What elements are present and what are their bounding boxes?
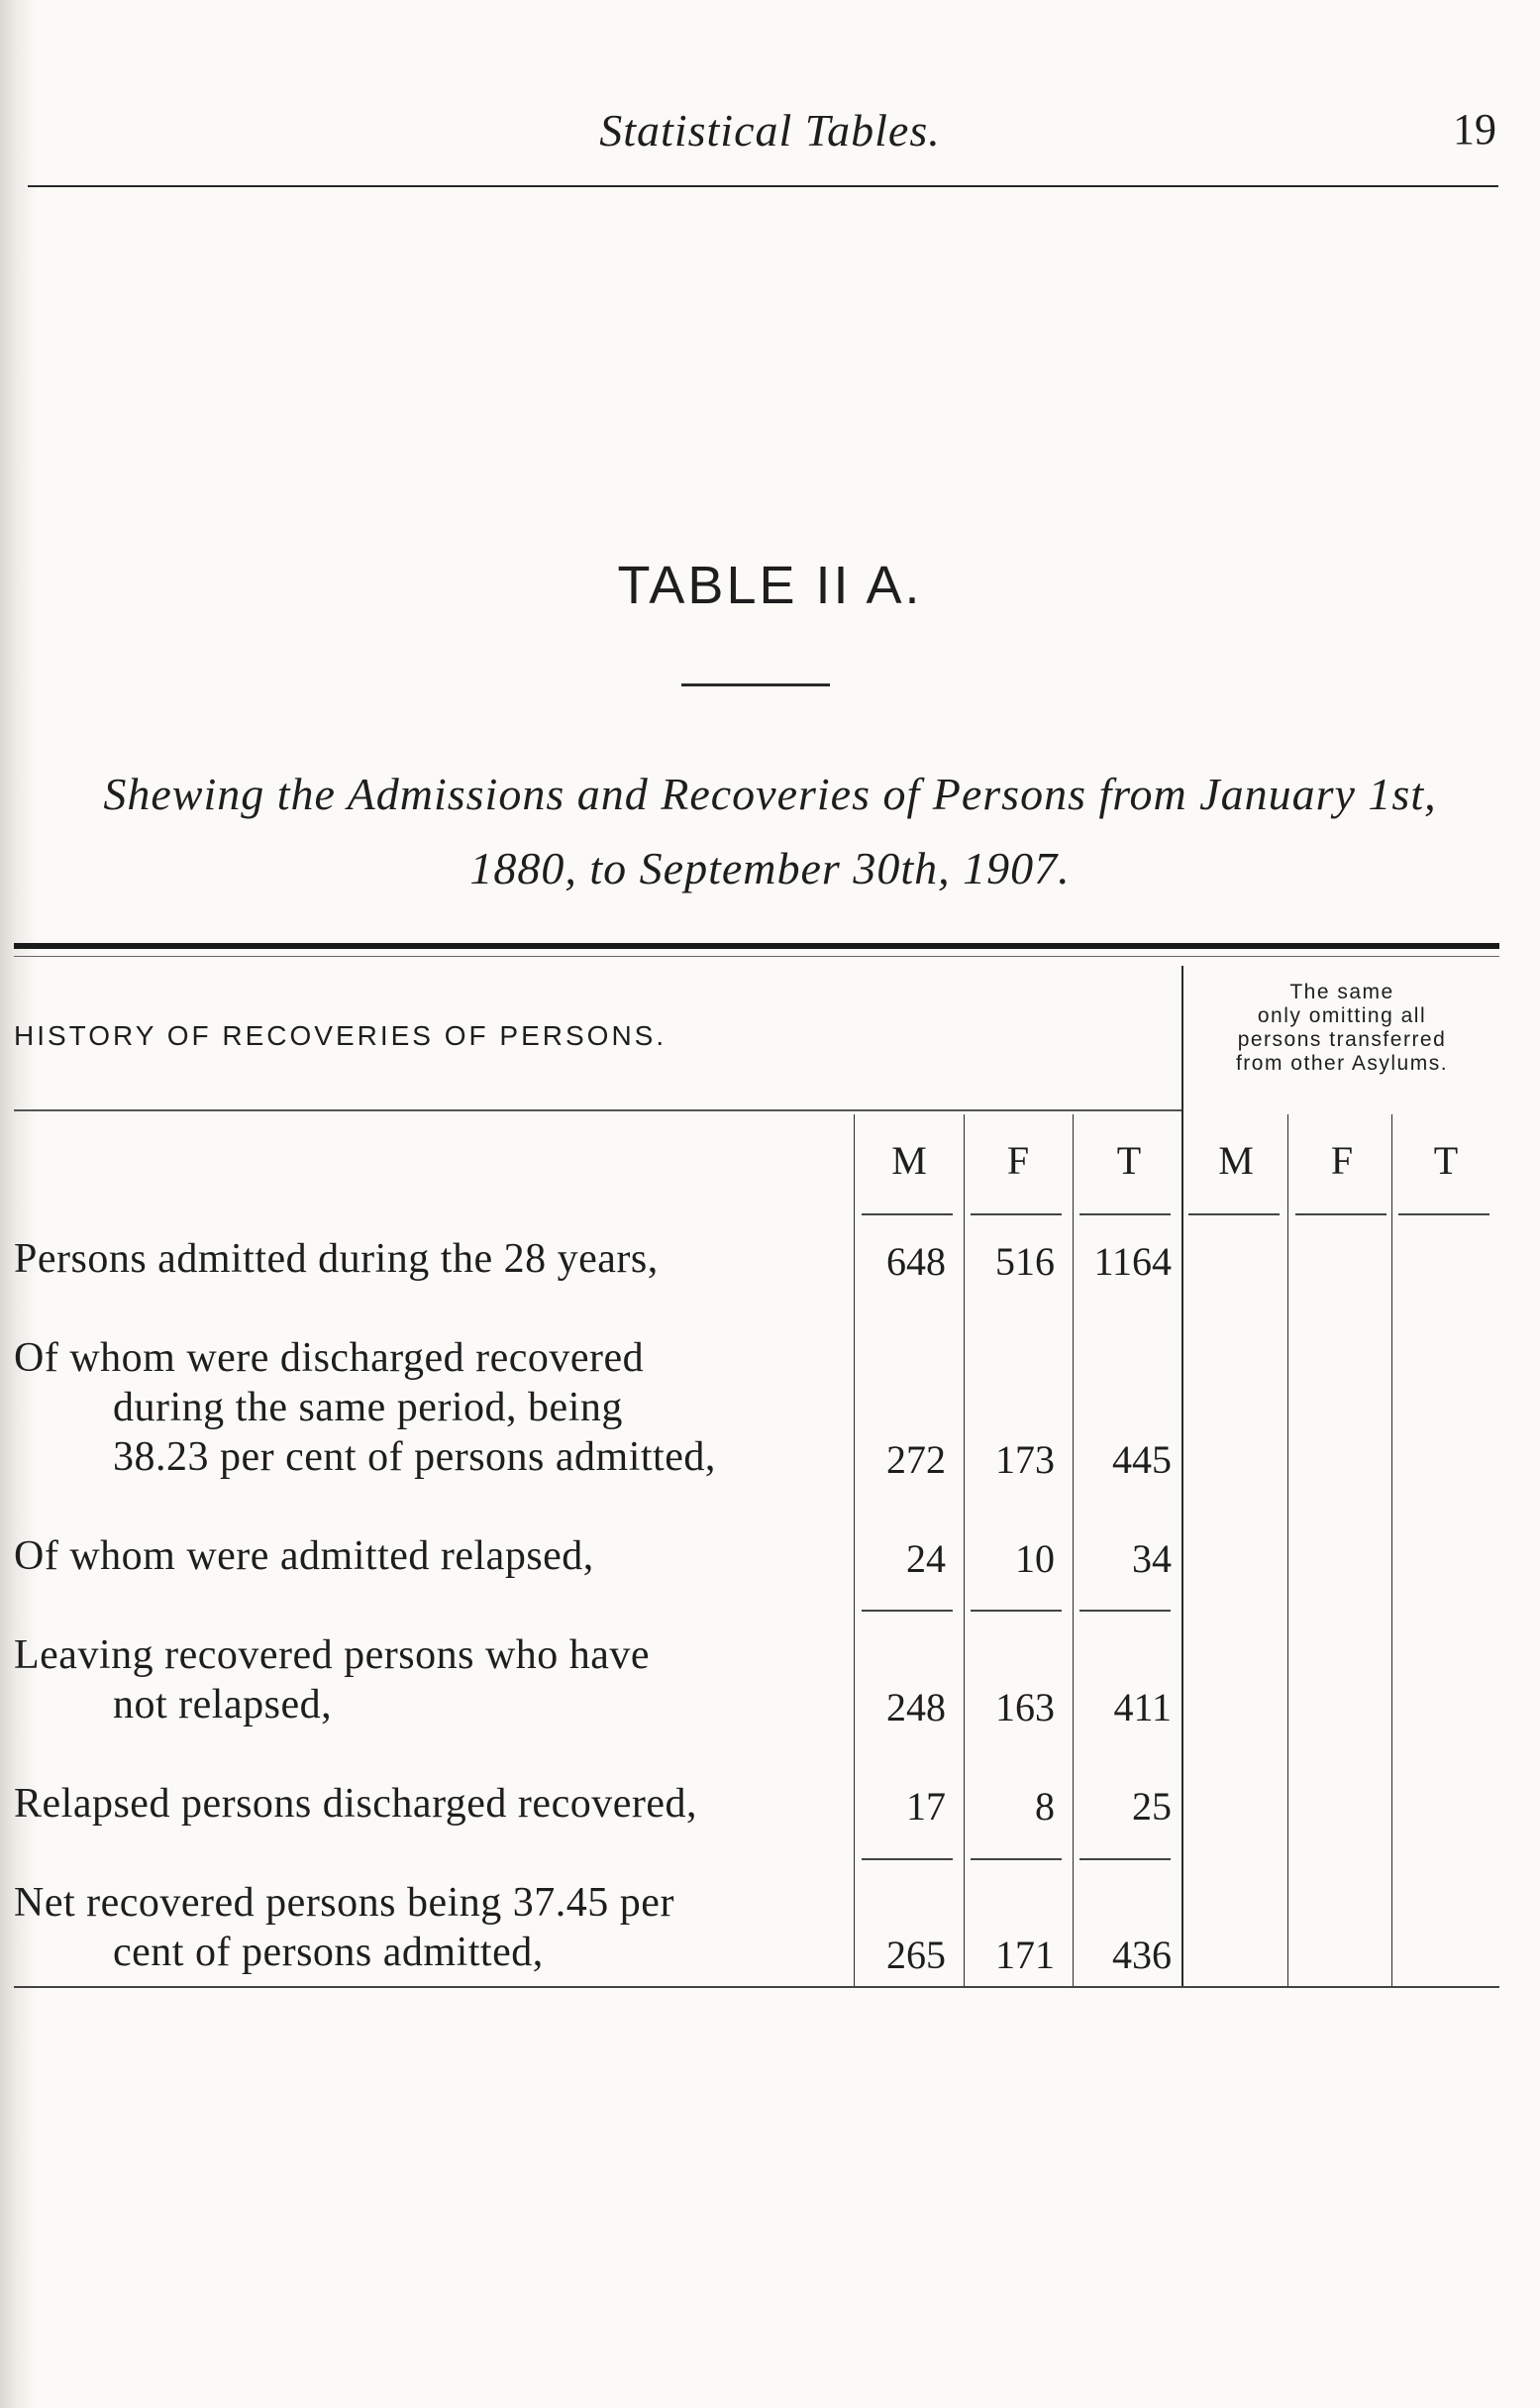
- subtitle-line-1: Shewing the Admissions and Recoveries of Persons from January 1st,: [103, 769, 1437, 819]
- cell-f: 173: [995, 1437, 1055, 1482]
- table-row-label: [14, 1779, 858, 1829]
- cell-f: 516: [995, 1239, 1055, 1284]
- header-bottom-rule: [14, 1109, 1182, 1111]
- subtotal-rule: [971, 1858, 1062, 1860]
- subtitle-line-2: 1880, to September 30th, 1907.: [469, 843, 1071, 893]
- cell-m: 648: [886, 1239, 946, 1284]
- cell-m: 272: [886, 1437, 946, 1482]
- cell-t: 1164: [1093, 1239, 1172, 1284]
- col-head-m-omitting: M: [1218, 1138, 1254, 1183]
- cell-t: 445: [1112, 1437, 1172, 1482]
- col-head-m: M: [891, 1138, 927, 1183]
- table-title: TABLE II A.: [617, 556, 923, 615]
- row-label-line: 38.23 per cent of persons admitted,: [113, 1434, 716, 1480]
- column-line: [1287, 1114, 1288, 1986]
- col-head-t: T: [1116, 1138, 1142, 1183]
- header-right-line: from other Asylums.: [1235, 1052, 1449, 1075]
- table-top-thick-rule: [14, 943, 1499, 949]
- running-header-title: Statistical Tables.: [599, 105, 941, 156]
- cell-t: 34: [1132, 1536, 1172, 1581]
- row-label-line: Of whom were discharged recovered: [14, 1335, 645, 1381]
- title-underline: [681, 683, 830, 686]
- table-row-label: [14, 1234, 858, 1284]
- group-divider-line: [1181, 966, 1183, 1986]
- page-edge-shadow: [0, 0, 38, 2408]
- row-label-line: Leaving recovered persons who have: [14, 1632, 651, 1678]
- cell-f: 171: [995, 1933, 1055, 1977]
- row-label-line: Net recovered persons being 37.45 per: [14, 1880, 674, 1926]
- subtotal-rule: [862, 1858, 953, 1860]
- row-label-line: during the same period, being: [113, 1385, 623, 1430]
- table-row-label: [14, 1333, 858, 1482]
- cell-f: 163: [995, 1685, 1055, 1729]
- row-label-line: not relapsed,: [113, 1682, 333, 1727]
- subtotal-rule: [1079, 1610, 1171, 1612]
- cell-t: 411: [1113, 1685, 1172, 1729]
- row-label-line: Persons admitted during the 28 years,: [14, 1236, 659, 1282]
- header-right-line: only omitting all: [1257, 1004, 1427, 1027]
- subtotal-rule: [862, 1610, 953, 1612]
- col-underline: [1079, 1213, 1171, 1215]
- col-head-f-omitting: F: [1330, 1138, 1354, 1183]
- table-row-label: [14, 1531, 594, 1581]
- row-label-line: cent of persons admitted,: [113, 1930, 544, 1975]
- col-underline: [971, 1213, 1062, 1215]
- page-number: 19: [1453, 105, 1496, 154]
- cell-f: 8: [1035, 1784, 1055, 1829]
- table-top-thin-rule: [14, 956, 1499, 957]
- cell-m: 24: [906, 1536, 946, 1581]
- cell-m: 17: [906, 1784, 946, 1829]
- cell-m: 248: [886, 1685, 946, 1729]
- cell-m: 265: [886, 1933, 946, 1977]
- cell-f: 10: [1015, 1536, 1055, 1581]
- col-underline: [1295, 1213, 1386, 1215]
- subtotal-rule: [971, 1610, 1062, 1612]
- column-line: [1391, 1114, 1392, 1986]
- cell-t: 436: [1112, 1933, 1172, 1977]
- header-omitting-transferred: [1198, 981, 1486, 1076]
- table-row-label: [14, 1878, 858, 1977]
- col-underline: [1188, 1213, 1280, 1215]
- col-underline: [1398, 1213, 1489, 1215]
- header-rule: [28, 185, 1498, 187]
- col-head-t-omitting: T: [1433, 1138, 1459, 1183]
- header-history-of-recoveries: HISTORY OF RECOVERIES OF PERSONS.: [14, 1020, 667, 1051]
- col-head-f: F: [1006, 1138, 1030, 1183]
- cell-t: 25: [1132, 1784, 1172, 1829]
- header-right-line: persons transferred: [1237, 1028, 1447, 1051]
- table-row-label: [14, 1630, 858, 1729]
- row-label-line: Of whom were admitted relapsed,: [14, 1533, 594, 1579]
- row-label-line: Relapsed persons discharged recovered,: [14, 1781, 697, 1827]
- column-line: [1073, 1114, 1074, 1986]
- subtotal-rule: [1079, 1858, 1171, 1860]
- col-underline: [862, 1213, 953, 1215]
- table-bottom-rule: [14, 1986, 1499, 1988]
- header-right-line: The same: [1289, 981, 1394, 1003]
